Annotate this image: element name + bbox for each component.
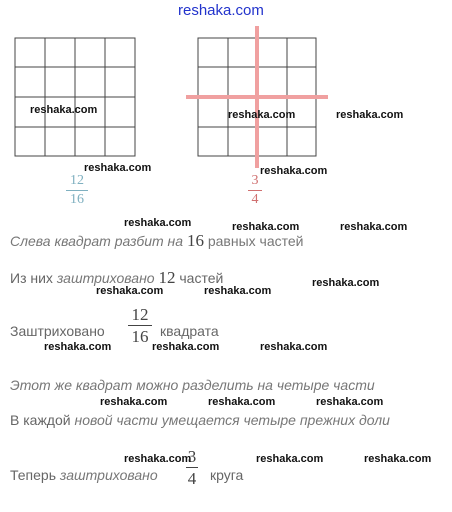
line5-italic: новой части умещается четыре прежних доли [74,412,390,428]
text-line-4: Этот же квадрат можно разделить на четыре части [10,377,375,393]
right-fraction-numerator: 3 [251,173,259,188]
watermark: reshaka.com [232,221,300,233]
watermark: reshaka.com [228,109,296,121]
watermark: reshaka.com [364,453,432,465]
text-line-1 [10,231,303,251]
right-fraction [248,174,262,207]
watermark: reshaka.com [208,396,276,408]
watermark: reshaka.com [44,341,112,353]
watermark: reshaka.com [260,341,328,353]
watermark: reshaka.com [336,109,404,121]
watermark: reshaka.com [340,221,408,233]
left-fraction-numerator: 12 [70,173,84,188]
left-fraction [66,174,88,207]
watermark: reshaka.com [96,285,164,297]
line1-a: Слева квадрат разбит на [10,233,184,249]
line2-number: 12 [158,268,176,287]
line6-italic: заштриховано [59,467,158,483]
line5-a: В каждой [10,412,71,428]
line2-a: Из них [10,270,53,286]
watermark: reshaka.com [152,341,220,353]
watermark: reshaka.com [124,453,192,465]
watermark: reshaka.com [256,453,324,465]
text-line-6 [10,467,158,483]
line1-number: 16 [186,231,204,250]
line3-denominator: 16 [131,327,149,346]
right-fraction-denominator: 4 [251,192,259,207]
watermark: reshaka.com [204,285,272,297]
watermark: reshaka.com [260,165,328,177]
line2-b: частей [179,270,224,286]
line2-italic: заштриховано [56,270,155,286]
text-line-5 [10,412,390,428]
watermark: reshaka.com [124,217,192,229]
line1-b: равных частей [207,233,304,249]
watermark: reshaka.com [312,277,380,289]
left-fraction-denominator: 16 [70,192,84,207]
left-grid [14,37,138,159]
watermark: reshaka.com [100,396,168,408]
line6-numerator: 3 [187,447,197,466]
watermark: reshaka.com [84,162,152,174]
line6-denominator: 4 [187,469,197,488]
line3-numerator: 12 [131,305,149,324]
watermark: reshaka.com [30,104,98,116]
site-title: reshaka.com [178,2,264,19]
right-grid [186,26,328,168]
watermark: reshaka.com [316,396,384,408]
line6-b: круга [210,467,244,483]
line3-fraction [128,306,152,345]
line3-b: квадрата [160,323,219,339]
line3-a: Заштриховано [10,323,105,339]
line6-a: Теперь [10,467,56,483]
